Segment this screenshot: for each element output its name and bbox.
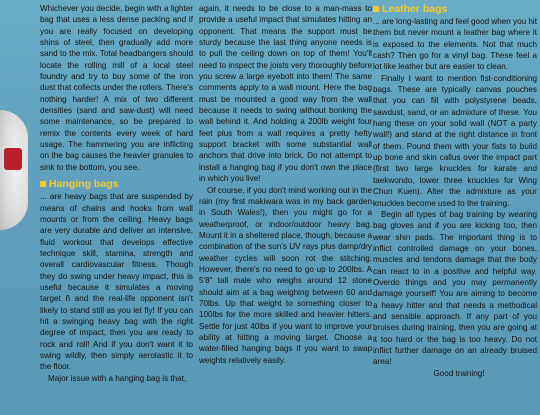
paragraph: again, it needs to be close to a man-mass to provide a useful impact that simulates hitting an opponent. That means the support must be sturdy because the last thing anyone needs is to pull the ceiling down on top of them! You'll need to inspect the joists very thoroughly before you screw a large eyebolt into them! The same comments apply to a wall mount. Here the bag must be mounted a good way from the wall because it needs to swing without bonking the wall behind it. And holding a 200lb weight four feet plus from a wall requires a pretty hefty support bracket with some substantial wall anchors that drive into brick. Do not attempt to install a hanging bag if you don't own the place in which you live! — [199, 4, 372, 184]
heading-bullet-icon — [373, 6, 379, 12]
karate-gi-photo — [0, 110, 28, 230]
column-2 — [199, 3, 372, 366]
paragraph: Major issue with a hanging bag is that, — [48, 373, 187, 383]
paragraph: Whichever you decide, begin with a lighter bag that uses a less dense packing and if you are really focused on developing shins of steel, then gradually add more sand to the mix. Total headbangers should locate the rolling mill of a local steel foundry and try to buy some of the iron dust that collects under the rollers. There's nothing harder! A mix of two different densities (sand and saw-dust) will need some maintenance, so be prepared to remix the contents every week of hard usage. The hammering you are inflicting on the bag causes the heavier granules to sink to the bottom, you see. — [40, 4, 193, 172]
heading-text: Leather bags — [382, 3, 448, 15]
uniform-patch — [4, 148, 22, 170]
closing-line: Good training! — [433, 368, 485, 378]
heading-bullet-icon — [40, 181, 46, 187]
column-1 — [40, 3, 193, 384]
column-3 — [373, 3, 537, 379]
section-heading-leather-bags — [373, 3, 537, 16]
paragraph: Begin all types of bag training by wearing bag gloves and if you are kicking too, then wear shin pads. The important thing is to inflict controlled damage on your bones, muscles and tendons damage that the body can react to in a positive and helpful way. Overdo things and you may permanently damage yourself! You are aiming to become a heavy hitter and that needs a methodical and sensible approach. If any part of you bruises during training, then you are going at it too hard or the bag is too heavy. Do not inflict further damage on an already bruised area! — [373, 209, 537, 367]
paragraph: Finally I want to mention fist-conditioning bags. These are typically canvas pouches that you can fill with polystyrene beads, sawdust, sand, or an admixture of these. You hang these on your solid wall (NOT a party wall!) and stand at the right distance in front of them. Pound them with your fists to build up bone and skin callus over the impact part (first two large knuckles for karate and taekwondo, lower three knuckles for Wing Chun Kuen). Alter the admixture as your knuckles become used to the training. — [373, 73, 537, 208]
paragraph: ... are long-lasting and feel good when you hit them but never mount a leather bag where it is exposed to the elements. Not that much cash? Then go for a vinyl bag. These feel a lot like leather but are easier to clean. — [373, 17, 537, 72]
section-heading-hanging-bags — [40, 178, 193, 191]
heading-text: Hanging bags — [49, 178, 119, 191]
paragraph: Of course, if you don't mind working out in the rain (my first makiwara was in my back garden in South Wales!), then you might go for a weatherproof, or indoor/outdoor heavy bag. Mount it in a sheltered place, though, because a combination of the sun's UV rays plus damp/dry weather cycles will soon rot the stitching. However, there's no need to go up to 200lbs. A 5'8" tall male who weighs around 12 stone should aim at a bag weighing between 60 and 70lbs. Up that weight to something closer to 100lbs for the more skilled and heavier hitters. Settle for just 40lbs if you want to improve your ability at hitting a moving target. Choose a water-filled hanging bags if you want to swap weights relatively easily. — [199, 185, 372, 365]
paragraph: ... are heavy bags that are suspended by means of chains and hooks from wall mounts or from the ceiling. Heavy bags are very durable and deliver an intensive, fluid workout that develops effective technique skill, stamina, strength and overall cardiovascular fitness. Though they do swing under heavy impact, this is useful because it simulates a moving target ñ and the real-life opponent isn't likely to stand still as you let fly! If you can hit a swinging heavy bag with the right degree of impact, then you are ready to rock and roll! And if you don't want it to swing wildly, then simply aerolastic it to the floor. — [40, 192, 193, 372]
